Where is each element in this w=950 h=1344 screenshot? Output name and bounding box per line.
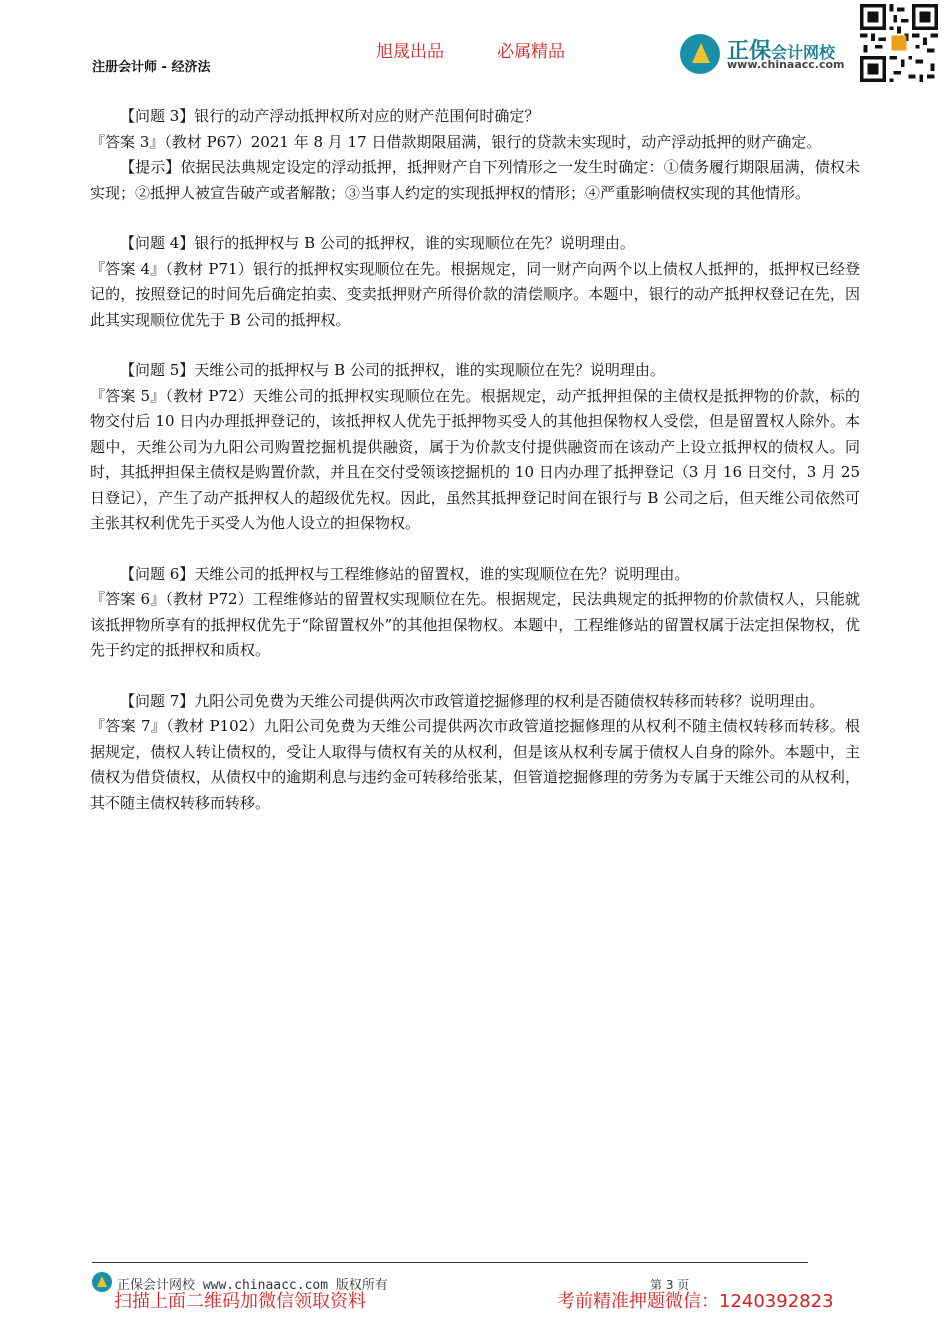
question-6: 【问题 6】天维公司的抵押权与工程维修站的留置权，谁的实现顺位在先？说明理由。 <box>120 564 690 583</box>
qr-code-icon <box>860 4 938 82</box>
brand-logo <box>680 34 855 76</box>
footer-divider <box>92 1262 808 1263</box>
answer-3: 『答案 3』（教材 P67）2021 年 8 月 17 日借款期限届满，银行的贷款未实现时，动产浮动抵押的财产确定。 <box>90 132 822 151</box>
brand-name-big: 正保 <box>727 39 772 64</box>
question-4: 【问题 4】银行的抵押权与 B 公司的抵押权，谁的实现顺位在先？说明理由。 <box>120 234 635 252</box>
question-7: 【问题 7】九阳公司免费为天维公司提供两次市政管道挖掘修理的权利是否随债权转移而转移？说明理由。 <box>120 691 825 710</box>
course-title: 注册会计师 - 经济法 <box>92 60 211 75</box>
slogan-1: 旭晟出品 <box>376 42 444 62</box>
document-body <box>90 104 860 816</box>
spacer <box>90 333 860 358</box>
promo-wechat: 考前精准押题微信：1240392823 <box>557 1291 834 1312</box>
spacer <box>90 664 860 689</box>
answer-7: 『答案 7』（教材 P102）九阳公司免费为天维公司提供两次市政管道挖掘修理的从权利不随主债权转移而转移。根据规定，债权人转让债权的，受让人取得与债权有关的从权利，但是该从权利专属于债权人自身的除外。本题中，主债权为借贷债权，从债权中的逾期利息与违约金可转移给张某，但管道挖掘修理的劳务为专属于天维公司的从权利，其不随主债权转移而转移。 <box>90 717 860 812</box>
spacer <box>90 537 860 562</box>
answer-4: 『答案 4』（教材 P71）银行的抵押权实现顺位在先。根据规定，同一财产向两个以上债权人抵押的，抵押权已经登记的，按照登记的时间先后确定拍卖、变卖抵押财产所得价款的清偿顺序。本题中，银行的动产抵押权登记在先，因此其实现顺位优先于 B 公司的抵押权。 <box>90 259 860 329</box>
tip-3: 【提示】依据民法典规定设定的浮动抵押，抵押财产自下列情形之一发生时确定：①债务履行期限届满，债权未实现；②抵押人被宣告破产或者解散；③当事人约定的实现抵押权的情形；④严重影响债权实现的其他情形。 <box>90 158 860 202</box>
footer-copyright: 正保会计网校 www.chinaacc.com 版权所有 <box>117 1278 388 1293</box>
slogan-2: 必属精品 <box>497 42 565 62</box>
brand-name-rest: 会计网校 <box>771 43 836 62</box>
footer-logo-icon <box>92 1272 112 1292</box>
question-3: 【问题 3】银行的动产浮动抵押权所对应的财产范围何时确定？ <box>120 107 540 125</box>
spacer <box>90 206 860 231</box>
answer-6: 『答案 6』（教材 P72）工程维修站的留置权实现顺位在先。根据规定，民法典规定的抵押物的价款债权人，只能就该抵押物所享有的抵押权优先于“除留置权外”的其他担保物权。本题中，工程维修站的留置权属于法定担保物权，优先于约定的抵押权和质权。 <box>90 590 860 659</box>
brand-logo-icon <box>680 34 720 74</box>
question-5: 【问题 5】天维公司的抵押权与 B 公司的抵押权，谁的实现顺位在先？说明理由。 <box>120 361 665 379</box>
promo-scan-qr: 扫描上面二维码加微信领取资料 <box>114 1291 366 1312</box>
answer-5: 『答案 5』（教材 P72）天维公司的抵押权实现顺位在先。根据规定，动产抵押担保的主债权是抵押物的价款，标的物交付后 10 日内办理抵押登记的，该抵押权人优先于抵押物买受人的其他担保物权人受偿，但是留置权人除外。本题中，天维公司为九阳公司购置挖掘机提供融资，属于为价款支付提供融资而在该动产上设立抵押权的债权人。同时，其抵押担保主债权是购置价款，并且在交付受领该挖掘机的 10 日内办理了抵押登记（3 月 16 日交付，3 月 25 日登记），产生了动产抵押权人的超级优先权。因此，虽然其抵押登记时间在银行与 B 公司之后，但天维公司依然可主张其权利优先于买受人为他人设立的担保物权。 <box>90 386 860 532</box>
brand-url: www.chinaacc.com <box>727 58 845 71</box>
page-number: 第 3 页 <box>650 1278 690 1292</box>
